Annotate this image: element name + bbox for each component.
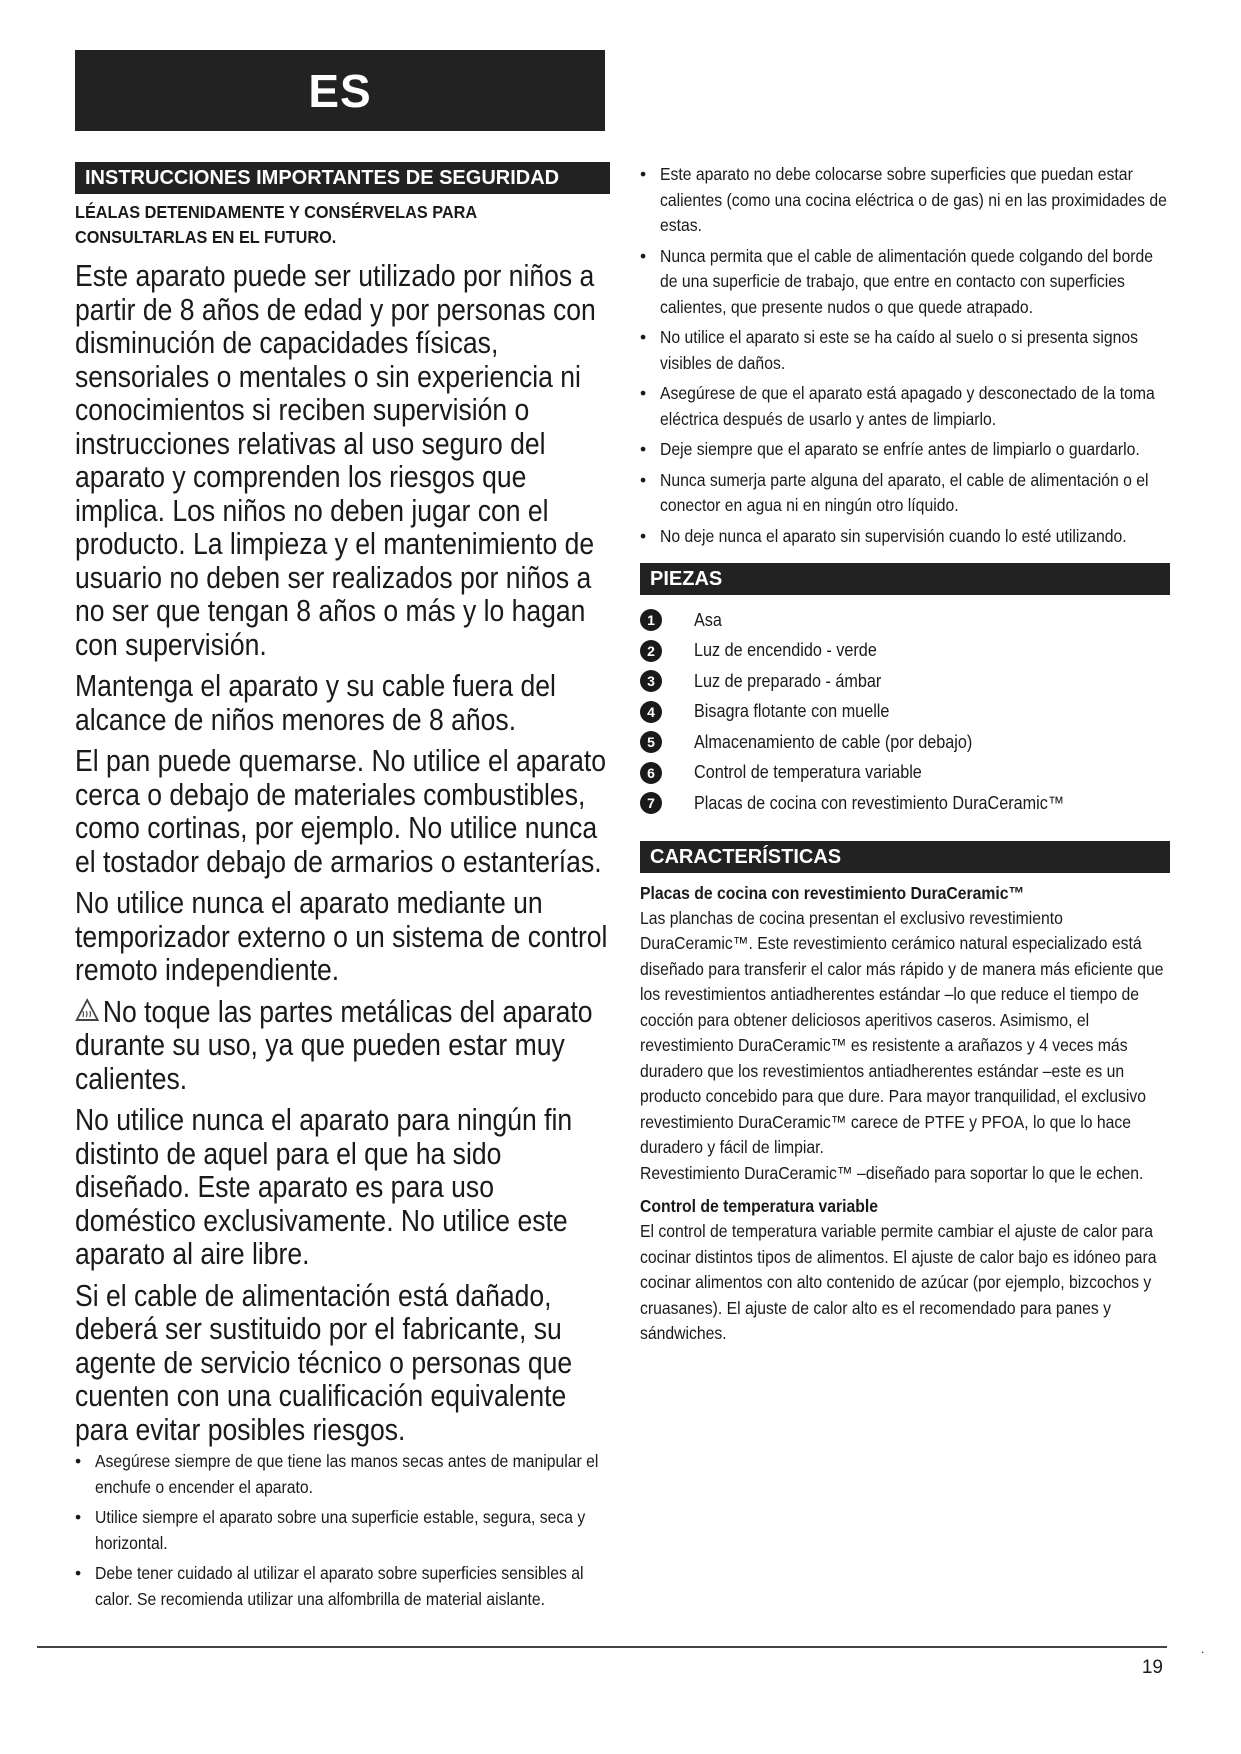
- part-item: 6 Control de temperatura variable: [640, 758, 1170, 789]
- safety-paragraph: No utilice nunca el aparato mediante un temporizador externo o un sistema de control remoto independiente.: [75, 886, 608, 987]
- parts-heading: PIEZAS: [640, 563, 1170, 595]
- list-item: • Debe tener cuidado al utilizar el aparato sobre superficies sensibles al calor. Se recomienda utilizar una alfombrilla de material aislante.: [75, 1561, 610, 1612]
- part-number: 6: [640, 762, 662, 784]
- margin-mark: .: [1201, 1642, 1205, 1656]
- list-item: • Asegúrese siempre de que tiene las manos secas antes de manipular el enchufe o encender el aparato.: [75, 1449, 610, 1500]
- part-item: 4 Bisagra flotante con muelle: [640, 697, 1170, 728]
- list-item: • Deje siempre que el aparato se enfríe antes de limpiarlo o guardarlo.: [640, 437, 1170, 463]
- part-number: 7: [640, 792, 662, 814]
- safety-heading: INSTRUCCIONES IMPORTANTES DE SEGURIDAD: [75, 162, 610, 194]
- safety-subheading: LÉALAS DETENIDAMENTE Y CONSÉRVELAS PARA CONSULTARLAS EN EL FUTURO.: [75, 202, 477, 247]
- part-number: 5: [640, 731, 662, 753]
- feature-title: Control de temperatura variable: [640, 1196, 879, 1216]
- footer-divider: [37, 1646, 1167, 1648]
- feature-body: Revestimiento DuraCeramic™ –diseñado para soportar lo que le echen.: [640, 1162, 1144, 1183]
- left-column: [75, 162, 610, 1617]
- list-item: • Nunca sumerja parte alguna del aparato, el cable de alimentación o el conector en agua ni en ningún otro líquido.: [640, 468, 1170, 519]
- part-item: 1 Asa: [640, 605, 1170, 636]
- part-number: 3: [640, 670, 662, 692]
- features-heading: CARACTERÍSTICAS: [640, 841, 1170, 873]
- list-item: • Este aparato no debe colocarse sobre superficies que puedan estar calientes (como una cocina eléctrica o de gas) ni en las proximidades de estas.: [640, 162, 1170, 239]
- page-number: 19: [1141, 1657, 1163, 1678]
- list-item: • Asegúrese de que el aparato está apagado y desconectado de la toma eléctrica después de usarlo y antes de limpiarlo.: [640, 381, 1170, 432]
- feature-body: Las planchas de cocina presentan el exclusivo revestimiento DuraCeramic™. Este revestimiento cerámico natural especializado está diseñado para transferir el calor más rápido y de manera más eficiente que los revestimientos antiadherentes estándar –lo que reduce el tiempo de cocción para obtener deliciosos aperitivos caseros. Asimismo, el revestimiento DuraCeramic™ es resistente a arañazos y 4 veces más duradero que los revestimientos antiadherentes estándar –este es un producto concebido para que dure. Para mayor tranquilidad, el exclusivo revestimiento DuraCeramic™ carece de PTFE y PFOA, lo que lo hace duradero y fácil de limpiar.: [640, 907, 1164, 1157]
- part-item: 7 Placas de cocina con revestimiento DuraCeramic™: [640, 788, 1170, 819]
- safety-paragraph-warning: [75, 996, 610, 1097]
- left-bullet-list: [75, 1449, 610, 1612]
- list-item: • Nunca permita que el cable de alimentación quede colgando del borde de una superficie de trabajo, que entre en contacto con superficies calientes, que presente nudos o que quede atrapado.: [640, 244, 1170, 321]
- list-item: • No deje nunca el aparato sin supervisión cuando lo esté utilizando.: [640, 524, 1170, 550]
- part-item: 5 Almacenamiento de cable (por debajo): [640, 727, 1170, 758]
- parts-list: [640, 605, 1170, 819]
- part-item: 3 Luz de preparado - ámbar: [640, 666, 1170, 697]
- feature-title: Placas de cocina con revestimiento DuraCeramic™: [640, 882, 1025, 903]
- part-number: 2: [640, 640, 662, 662]
- part-number: 4: [640, 701, 662, 723]
- right-bullet-list: [640, 162, 1170, 549]
- safety-paragraph: El pan puede quemarse. No utilice el aparato cerca o debajo de materiales combustibles, como cortinas, por ejemplo. No utilice nunca el tostador debajo de armarios o estanterías.: [75, 744, 607, 879]
- list-item: • No utilice el aparato si este se ha caído al suelo o si presenta signos visibles de daños.: [640, 325, 1170, 376]
- safety-paragraph: Mantenga el aparato y su cable fuera del alcance de niños menores de 8 años.: [75, 669, 556, 737]
- part-item: 2 Luz de encendido - verde: [640, 636, 1170, 667]
- safety-paragraph: Este aparato puede ser utilizado por niños a partir de 8 años de edad y por personas con disminución de capacidades físicas, sensoriales o mentales o sin experiencia ni conocimientos si reciben supervisión o instrucciones relativas al uso seguro del aparato y comprenden los riesgos que implica. Los niños no deben jugar con el producto. La limpieza y el mantenimiento de usuario no deben ser realizados por niños a no ser que tengan 8 años o más y lo hagan con supervisión.: [75, 259, 596, 662]
- safety-paragraph: No utilice nunca el aparato para ningún fin distinto de aquel para el que ha sido diseñado. Este aparato es para uso doméstico exclusivamente. No utilice este aparato al aire libre.: [75, 1103, 573, 1271]
- part-number: 1: [640, 609, 662, 631]
- warning-hot-surface-icon: [75, 996, 99, 1030]
- safety-paragraph: Si el cable de alimentación está dañado, deberá ser sustituido por el fabricante, su agente de servicio técnico o personas que cuenten con una cualificación equivalente para evitar posibles riesgos.: [75, 1278, 573, 1447]
- warning-text: No toque las partes metálicas del aparato durante su uso, ya que pueden estar muy calientes.: [75, 994, 593, 1096]
- feature-body: El control de temperatura variable permite cambiar el ajuste de calor para cocinar distintos tipos de alimentos. El ajuste de calor bajo es idóneo para cocinar alimentos con alto contenido de azúcar (por ejemplo, bizcochos y cruasanes). El ajuste de calor alto es el recomendado para panes y sándwiches.: [640, 1221, 1157, 1343]
- right-column: [640, 162, 1170, 1347]
- list-item: • Utilice siempre el aparato sobre una superficie estable, segura, seca y horizontal.: [75, 1505, 610, 1556]
- language-label: ES: [75, 50, 605, 131]
